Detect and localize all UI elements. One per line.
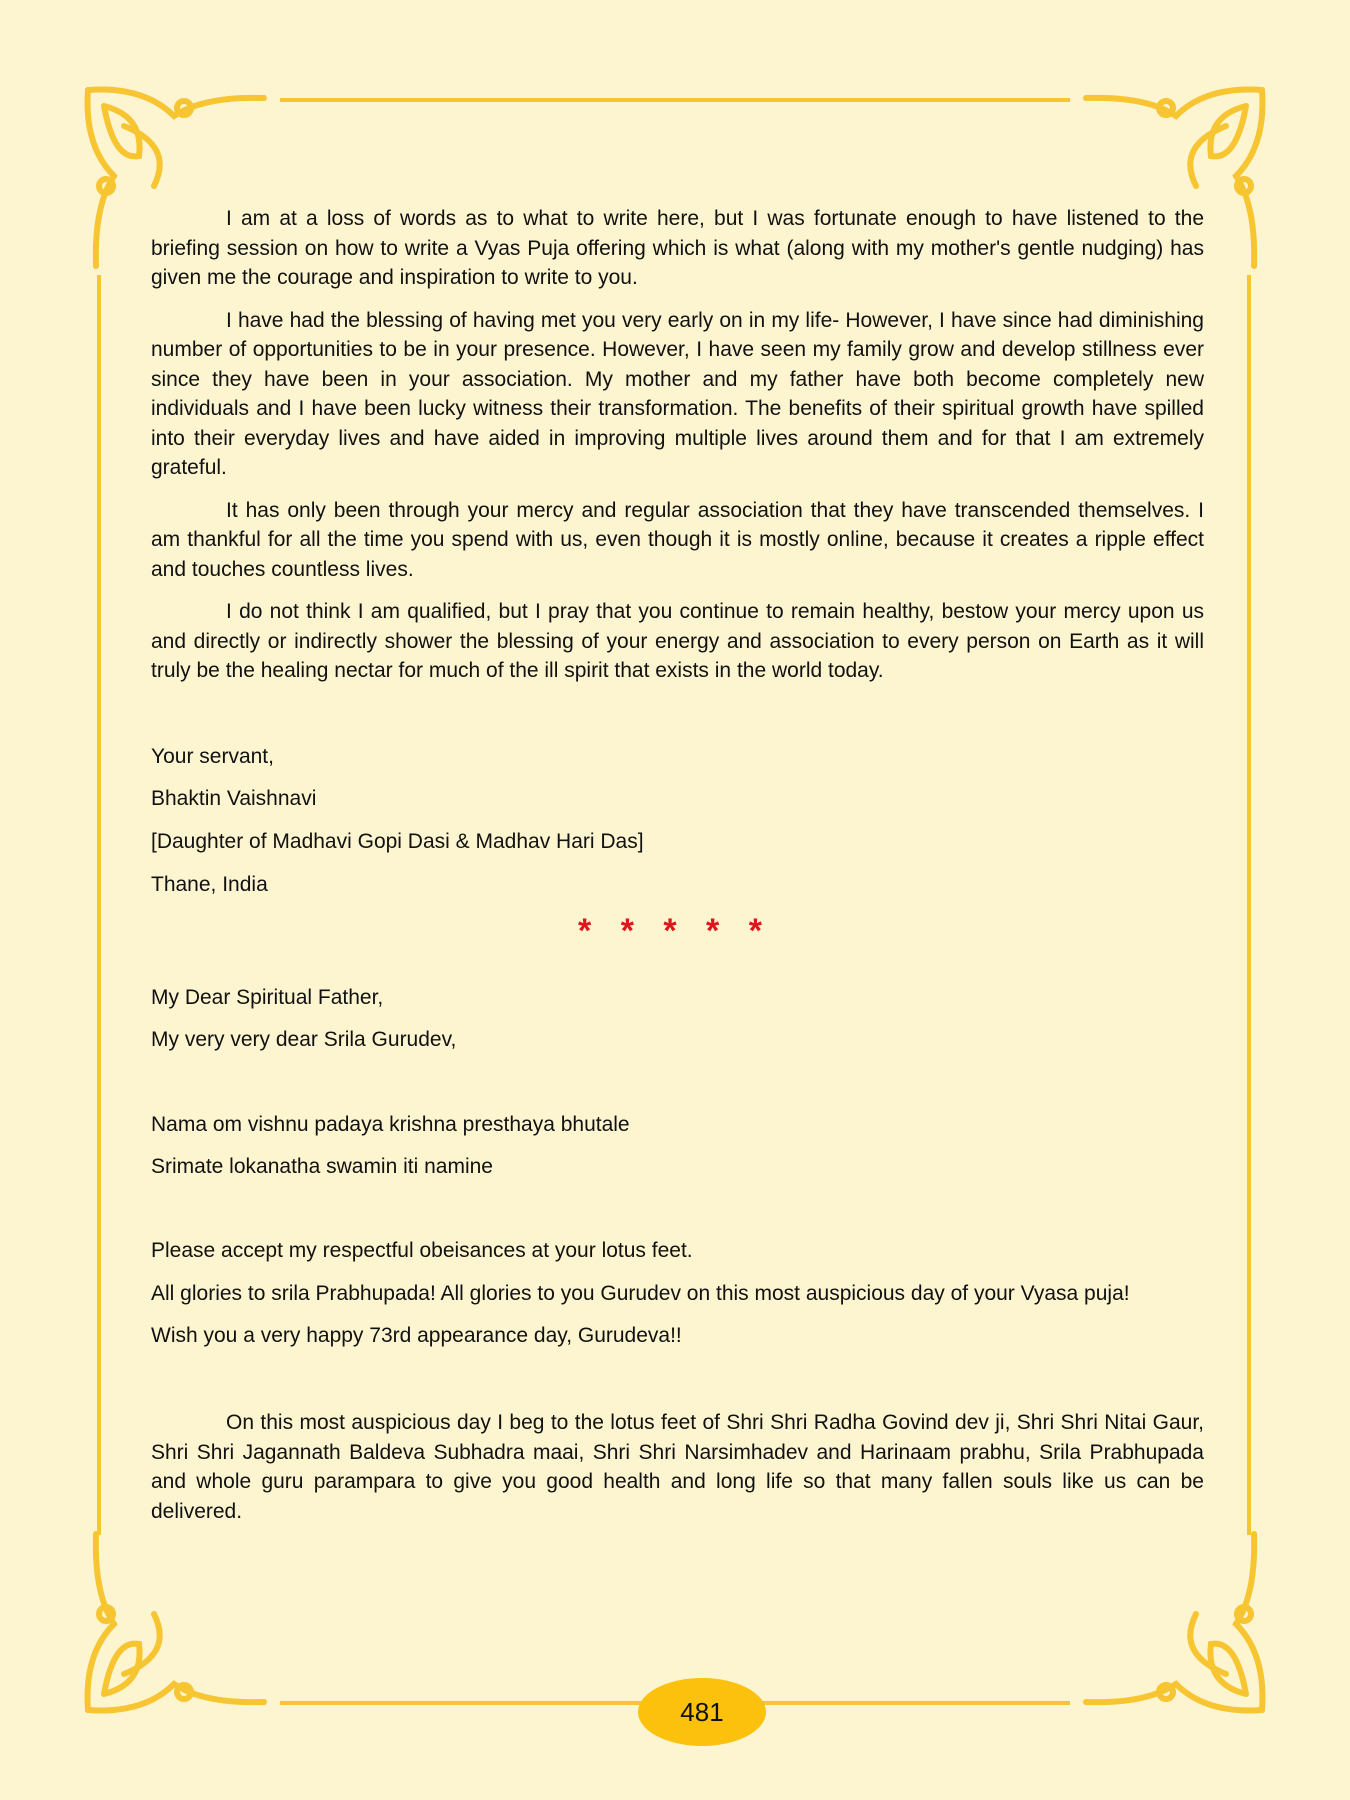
salutation-line-1: Please accept my respectful obeisances at your lotus feet. — [151, 1239, 693, 1262]
signature-location: Thane, India — [151, 873, 268, 896]
closing-block — [151, 1408, 1204, 1526]
signature-name: Bhaktin Vaishnavi — [151, 787, 317, 810]
salutation-line-3: Wish you a very happy 73rd appearance day, Gurudeva!! — [151, 1324, 682, 1347]
closing-paragraph: On this most auspicious day I beg to the lotus feet of Shri Shri Radha Govind dev ji, Shri Shri Nitai Gaur, Shri Shri Jagannath Baldeva Subhadra maai, Shri Shri Narsimhadev and Harinaam prabhu, Srila Prabhupada and whole guru parampara to give you good health and long life so that many fallen souls like us can be delivered. — [151, 1411, 1204, 1523]
mantra-line-2: Srimate lokanatha swamin iti namine — [151, 1155, 493, 1178]
ornament-corner-bottom-left-icon — [84, 1524, 274, 1714]
signature-line: Your servant, — [151, 745, 274, 768]
frame-top-line — [280, 98, 1070, 102]
paragraph-3: It has only been through your mercy and regular association that they have transcended themselves. I am thankful for all the time you spend with us, even though it is mostly online, because it creates a ripple effect and touches countless lives. — [151, 498, 1204, 581]
mantra-line-1: Nama om vishnu padaya krishna presthaya bhutale — [151, 1113, 630, 1136]
salutation-line-2: All glories to srila Prabhupada! All glories to you Gurudev on this most auspicious day of your Vyasa puja! — [151, 1282, 1130, 1305]
ornament-corner-bottom-right-icon — [1076, 1524, 1266, 1714]
signature-parents: [Daughter of Madhavi Gopi Dasi & Madhav Hari Das] — [151, 830, 644, 853]
paragraph-4: I do not think I am qualified, but I pray that you continue to remain healthy, bestow your mercy upon us and directly or indirectly shower the blessing of your energy and association to every person on Earth as it will truly be the healing nectar for much of the ill spirit that exists in the world today. — [151, 600, 1204, 682]
greeting-line-2: My very very dear Srila Gurudev, — [151, 1028, 457, 1051]
page-number: 481 — [680, 1696, 724, 1727]
letter-body — [151, 204, 1204, 686]
paragraph-2: I have had the blessing of having met you very early on in my life- However, I have since had diminishing number of opportunities to be in your presence. However, I have seen my family grow and develop stillness ever since they have been in your association. My mother and my father have both become completely new individuals and I have been lucky witness their transformation. The benefits of their spiritual growth have spilled into their everyday lives and have aided in improving multiple lives around them and for that I am extremely grateful. — [151, 308, 1204, 479]
section-separator-stars: * * * * * — [578, 912, 772, 950]
page-number-badge — [638, 1678, 766, 1746]
greeting-line-1: My Dear Spiritual Father, — [151, 986, 384, 1009]
frame-left-line — [97, 275, 101, 1535]
frame-right-line — [1247, 275, 1251, 1535]
paragraph-1: I am at a loss of words as to what to write here, but I was fortunate enough to have listened to the briefing session on how to write a Vyas Puja offering which is what (along with my mother's gentle nudging) has given me the courage and inspiration to write to you. — [151, 207, 1204, 289]
